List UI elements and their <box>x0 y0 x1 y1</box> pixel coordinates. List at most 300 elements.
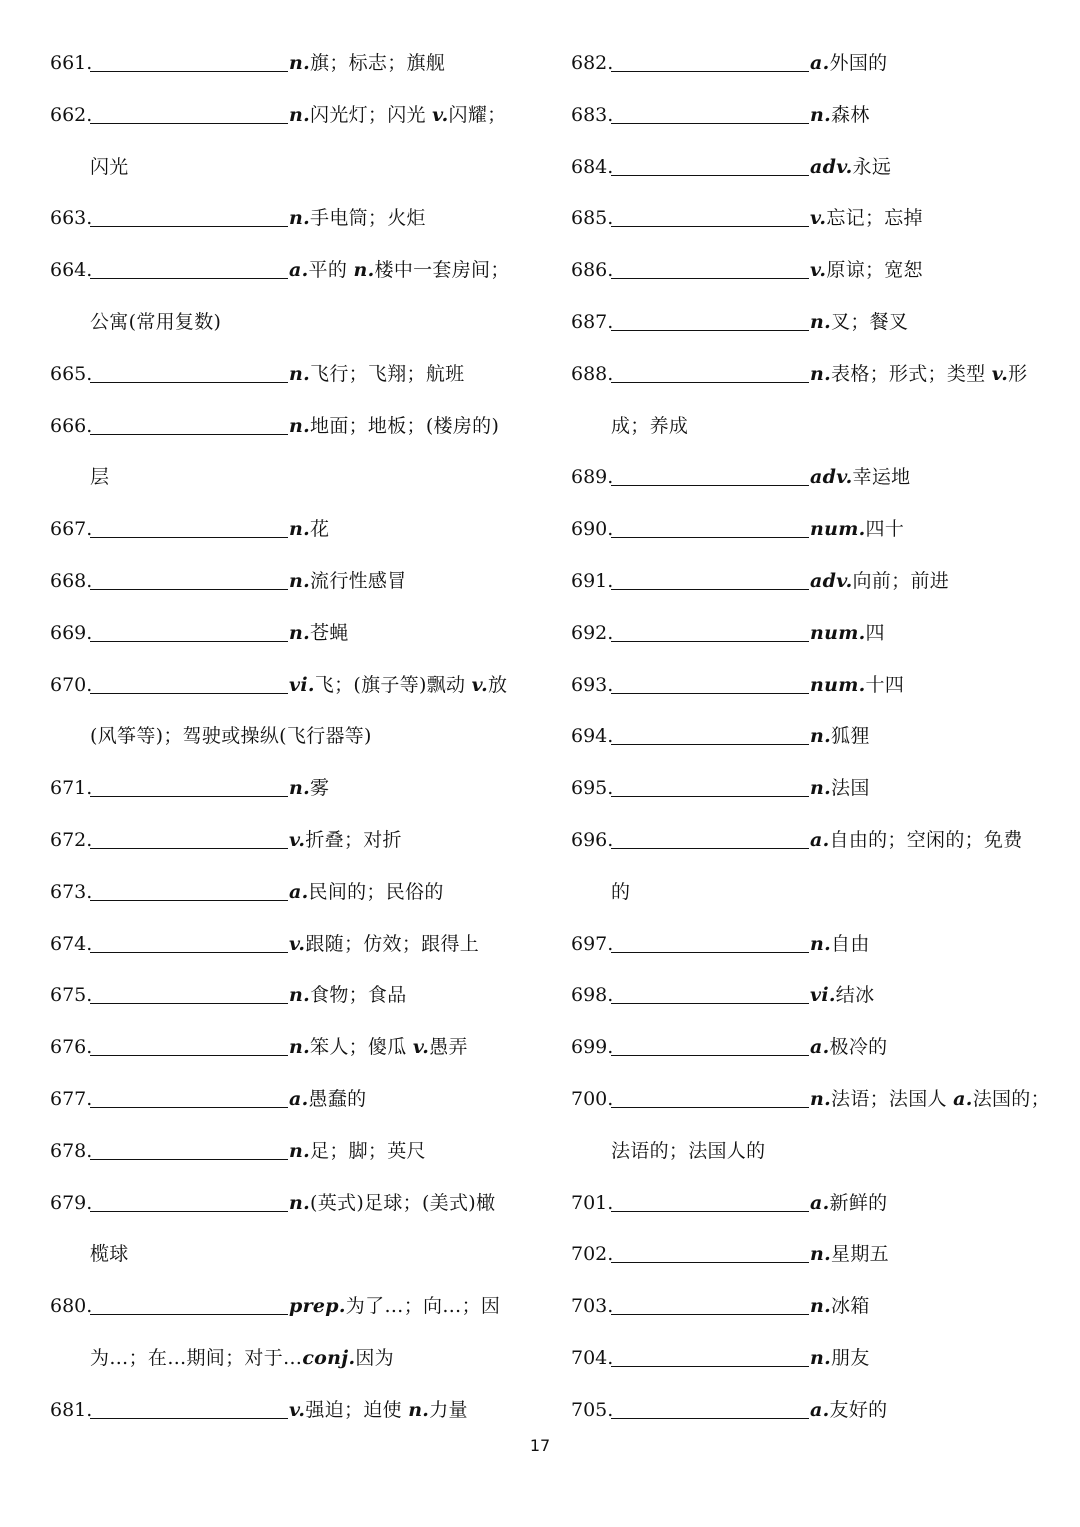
part-of-speech: n. <box>289 621 311 644</box>
right-column <box>571 38 1050 1437</box>
entry-number: 669. <box>50 621 93 644</box>
entry-gloss <box>289 1140 426 1162</box>
part-of-speech: a. <box>810 1036 830 1059</box>
answer-blank[interactable] <box>611 1398 809 1419</box>
definition-text: 友好的 <box>829 1398 888 1421</box>
entry-gloss <box>810 1192 887 1214</box>
entry-gloss <box>810 207 923 229</box>
answer-blank[interactable] <box>90 673 288 694</box>
definition-text: 法语；法国人 <box>831 1087 954 1110</box>
definition-text: 忘记；忘掉 <box>826 207 923 230</box>
answer-blank[interactable] <box>611 1087 809 1108</box>
vocab-entry <box>571 90 1041 142</box>
definition-text: 外国的 <box>829 52 888 74</box>
entry-gloss <box>289 829 402 851</box>
entry-continuation <box>571 1126 1041 1178</box>
definition-text: 流行性感冒 <box>310 569 407 592</box>
part-of-speech: conj. <box>302 1346 356 1369</box>
part-of-speech: a. <box>289 259 309 282</box>
definition-text: 向前；前进 <box>852 569 950 592</box>
entry-number: 689. <box>571 466 614 489</box>
entry-number: 672. <box>50 828 93 851</box>
answer-blank[interactable] <box>611 1294 809 1315</box>
answer-blank[interactable] <box>90 776 288 797</box>
definition-text: 因为 <box>355 1346 394 1369</box>
part-of-speech: v. <box>810 207 827 230</box>
entry-number: 703. <box>571 1295 614 1318</box>
definition-text: 自由 <box>831 932 870 955</box>
answer-blank[interactable] <box>90 1294 288 1315</box>
definition-text: 幸运地 <box>852 466 911 489</box>
entry-gloss <box>810 622 885 644</box>
vocab-entry <box>50 504 520 556</box>
definition-text: 闪光灯；闪光 <box>310 103 433 126</box>
answer-blank[interactable] <box>611 983 809 1004</box>
definition-text: 星期五 <box>831 1243 889 1266</box>
vocab-entry <box>50 1385 520 1437</box>
part-of-speech: n. <box>810 1346 832 1369</box>
vocab-entry <box>571 1022 1041 1074</box>
entry-number: 693. <box>571 673 614 696</box>
entry-number: 700. <box>571 1087 614 1110</box>
definition-text: 朋友 <box>831 1346 870 1369</box>
entry-gloss <box>289 674 507 696</box>
entry-gloss <box>810 311 908 333</box>
definition-text: 楼中一套房间； <box>374 259 510 282</box>
entry-gloss <box>289 207 426 229</box>
definition-text: 新鲜的 <box>829 1191 888 1214</box>
part-of-speech: n. <box>289 1191 311 1214</box>
definition-text: 闪光 <box>90 155 129 178</box>
entry-gloss <box>289 518 329 540</box>
entry-number: 687. <box>571 310 614 333</box>
vocab-entry <box>50 1074 520 1126</box>
entry-gloss <box>289 933 479 955</box>
vocab-entry <box>50 193 520 245</box>
answer-blank[interactable] <box>90 1139 288 1160</box>
entry-gloss <box>810 777 870 799</box>
entry-gloss <box>810 1399 887 1421</box>
part-of-speech: num. <box>810 673 866 696</box>
part-of-speech: v. <box>432 103 449 126</box>
part-of-speech: v. <box>289 932 306 955</box>
definition-text: 放 <box>488 673 508 696</box>
answer-blank[interactable] <box>90 880 288 901</box>
part-of-speech: n. <box>810 362 832 385</box>
definition-text: 足；脚；英尺 <box>310 1139 426 1162</box>
definition-text: (英式)足球；(美式)橄 <box>310 1191 496 1214</box>
part-of-speech: n. <box>810 103 832 126</box>
entry-gloss <box>810 1243 889 1265</box>
definition-text: 雾 <box>310 777 330 800</box>
vocab-entry <box>50 349 520 401</box>
entry-number: 667. <box>50 518 93 541</box>
part-of-speech: n. <box>810 725 832 748</box>
vocab-entry <box>50 970 520 1022</box>
part-of-speech: adv. <box>810 466 853 489</box>
vocab-entry <box>50 1281 520 1333</box>
entry-gloss <box>289 52 445 74</box>
entry-gloss <box>810 933 870 955</box>
part-of-speech: n. <box>408 1398 430 1421</box>
entry-gloss <box>810 466 910 488</box>
definition-text: 公寓(常用复数) <box>90 310 222 333</box>
entry-gloss <box>289 415 499 437</box>
part-of-speech: n. <box>289 52 311 74</box>
answer-blank[interactable] <box>611 1191 809 1212</box>
vocab-entry <box>50 660 520 712</box>
answer-blank[interactable] <box>611 1242 809 1263</box>
vocab-entry <box>571 38 1041 90</box>
entry-continuation <box>50 1333 520 1385</box>
part-of-speech: n. <box>289 777 311 800</box>
vocab-entry <box>571 193 1041 245</box>
definition-text: 狐狸 <box>831 725 870 748</box>
entry-gloss <box>810 829 1023 851</box>
vocab-entry <box>50 763 520 815</box>
part-of-speech: num. <box>810 518 866 541</box>
entry-gloss <box>289 881 444 903</box>
answer-blank[interactable] <box>611 1346 809 1367</box>
definition-text: 平的 <box>308 259 354 282</box>
part-of-speech: n. <box>289 362 311 385</box>
answer-blank[interactable] <box>611 569 809 590</box>
entry-continuation <box>50 711 520 763</box>
vocab-entry <box>571 142 1041 194</box>
answer-blank[interactable] <box>611 103 809 124</box>
entry-continuation <box>571 401 1041 453</box>
part-of-speech: n. <box>289 103 311 126</box>
entry-number: 670. <box>50 673 93 696</box>
answer-blank[interactable] <box>90 258 288 279</box>
answer-blank[interactable] <box>611 621 809 642</box>
definition-text: 手电筒；火炬 <box>310 207 426 230</box>
entry-continuation <box>50 1229 520 1281</box>
entry-gloss <box>810 156 891 178</box>
vocab-entry <box>50 1178 520 1230</box>
entry-number: 691. <box>571 569 614 592</box>
entry-gloss <box>289 1399 468 1421</box>
part-of-speech: prep. <box>289 1295 346 1318</box>
definition-text: 笨人；傻瓜 <box>310 1036 413 1059</box>
definition-text: 飞行；飞翔；航班 <box>310 362 465 385</box>
part-of-speech: v. <box>412 1036 430 1059</box>
part-of-speech: n. <box>353 259 375 282</box>
vocab-entry <box>571 452 1041 504</box>
entry-number: 662. <box>50 103 93 126</box>
definition-text: 十四 <box>865 673 905 696</box>
part-of-speech: v. <box>289 1398 306 1421</box>
vocab-entry <box>571 1229 1041 1281</box>
definition-text: 跟随；仿效；跟得上 <box>305 932 480 955</box>
entry-gloss <box>289 1088 366 1110</box>
entry-number: 678. <box>50 1139 93 1162</box>
entry-number: 680. <box>50 1295 93 1318</box>
vocab-entry <box>50 1022 520 1074</box>
answer-blank[interactable] <box>90 1035 288 1056</box>
answer-blank[interactable] <box>611 362 809 383</box>
entry-number: 692. <box>571 621 614 644</box>
vocab-entry <box>571 1333 1041 1385</box>
definition-text: 四十 <box>865 518 905 541</box>
entry-number: 682. <box>571 52 614 74</box>
part-of-speech: a. <box>289 880 309 903</box>
answer-blank[interactable] <box>90 1087 288 1108</box>
answer-blank[interactable] <box>611 258 809 279</box>
definition-text: 永远 <box>852 155 892 178</box>
entry-gloss <box>810 52 887 74</box>
part-of-speech: n. <box>810 310 832 333</box>
definition-text: 原谅；宽恕 <box>826 259 923 282</box>
part-of-speech: v. <box>471 673 488 696</box>
entry-gloss <box>810 1036 887 1058</box>
definition-text: 法语的；法国人的 <box>611 1139 766 1162</box>
vocab-entry <box>571 919 1041 971</box>
entry-number: 684. <box>571 155 614 178</box>
entry-gloss <box>289 777 329 799</box>
answer-blank[interactable] <box>611 51 809 72</box>
vocab-entry <box>50 919 520 971</box>
part-of-speech: a. <box>810 828 830 851</box>
part-of-speech: adv. <box>810 569 853 592</box>
definition-text: 榄球 <box>90 1243 129 1266</box>
page-number: 17 <box>529 1436 551 1455</box>
part-of-speech: vi. <box>289 673 315 696</box>
answer-blank[interactable] <box>611 673 809 694</box>
answer-blank[interactable] <box>90 362 288 383</box>
vocab-entry <box>571 970 1041 1022</box>
entry-number: 695. <box>571 777 614 800</box>
definition-text: 结冰 <box>835 984 875 1007</box>
answer-blank[interactable] <box>611 776 809 797</box>
answer-blank[interactable] <box>611 465 809 486</box>
entry-gloss <box>289 104 506 126</box>
vocab-entry <box>50 608 520 660</box>
vocab-entry <box>571 504 1041 556</box>
vocab-entry <box>571 297 1041 349</box>
part-of-speech: n. <box>289 1036 311 1059</box>
part-of-speech: n. <box>810 1087 832 1110</box>
entry-gloss <box>810 725 870 747</box>
entry-number: 696. <box>571 828 614 851</box>
definition-text: 力量 <box>429 1398 468 1421</box>
entry-number: 666. <box>50 414 93 437</box>
answer-blank[interactable] <box>611 310 809 331</box>
entry-continuation <box>571 867 1041 919</box>
entry-number: 698. <box>571 984 614 1007</box>
definition-text: 冰箱 <box>831 1295 870 1318</box>
answer-blank[interactable] <box>90 414 288 435</box>
answer-blank[interactable] <box>611 155 809 176</box>
definition-text: 愚蠢的 <box>308 1087 367 1110</box>
answer-blank[interactable] <box>90 828 288 849</box>
entry-number: 675. <box>50 984 93 1007</box>
entry-number: 674. <box>50 932 93 955</box>
entry-number: 668. <box>50 569 93 592</box>
definition-text: 折叠；对折 <box>305 828 402 851</box>
entry-gloss <box>810 518 904 540</box>
vocab-entry <box>571 1281 1041 1333</box>
entry-number: 664. <box>50 259 93 282</box>
vocab-entry <box>50 556 520 608</box>
entry-gloss <box>810 259 923 281</box>
entry-continuation <box>50 452 520 504</box>
part-of-speech: n. <box>289 414 311 437</box>
entry-number: 701. <box>571 1191 614 1214</box>
part-of-speech: v. <box>810 259 827 282</box>
entry-number: 685. <box>571 207 614 230</box>
answer-blank[interactable] <box>611 932 809 953</box>
part-of-speech: v. <box>991 362 1009 385</box>
entry-number: 663. <box>50 207 93 230</box>
entry-gloss <box>289 363 464 385</box>
answer-blank[interactable] <box>611 206 809 227</box>
entry-gloss <box>289 1192 495 1214</box>
definition-text: 闪耀； <box>448 103 507 126</box>
definition-text: 地面；地板；(楼房的) <box>310 414 500 437</box>
definition-text: 强迫；迫使 <box>305 1398 409 1421</box>
part-of-speech: v. <box>289 828 306 851</box>
vocab-entry <box>50 1126 520 1178</box>
entry-gloss <box>810 570 949 592</box>
part-of-speech: a. <box>810 1398 830 1421</box>
definition-text: 苍蝇 <box>310 621 349 644</box>
entry-gloss <box>810 363 1027 385</box>
entry-number: 683. <box>571 103 614 126</box>
answer-blank[interactable] <box>90 1191 288 1212</box>
vocab-entry <box>571 1385 1041 1437</box>
vocab-entry <box>50 867 520 919</box>
answer-blank[interactable] <box>90 983 288 1004</box>
entry-gloss <box>810 104 870 126</box>
vocab-entry <box>571 1178 1041 1230</box>
vocab-entry <box>50 815 520 867</box>
definition-text: 飞；(旗子等)飘动 <box>314 673 472 696</box>
part-of-speech: a. <box>289 1087 309 1110</box>
entry-number: 688. <box>571 362 614 385</box>
definition-text: 旗；标志；旗舰 <box>310 52 446 74</box>
definition-text: (风筝等)；驾驶或操纵(飞行器等) <box>90 725 372 748</box>
vocab-entry <box>571 1074 1050 1126</box>
entry-number: 705. <box>571 1398 614 1421</box>
definition-text: 形 <box>1008 362 1028 385</box>
definition-text: 法国 <box>831 777 870 800</box>
part-of-speech: n. <box>810 777 832 800</box>
entry-gloss <box>289 622 349 644</box>
part-of-speech: n. <box>289 984 311 1007</box>
definition-text: 民间的；民俗的 <box>308 880 444 903</box>
entry-number: 679. <box>50 1191 93 1214</box>
part-of-speech: vi. <box>810 984 836 1007</box>
entry-gloss <box>810 674 904 696</box>
vocab-entry <box>50 401 520 453</box>
definition-text: 愚弄 <box>429 1036 468 1059</box>
part-of-speech: num. <box>810 621 866 644</box>
definition-text: 四 <box>865 621 885 644</box>
definition-text: 层 <box>90 466 110 489</box>
entry-number: 665. <box>50 362 93 385</box>
part-of-speech: n. <box>289 569 311 592</box>
part-of-speech: n. <box>810 932 832 955</box>
definition-text: 成；养成 <box>611 414 689 437</box>
answer-blank[interactable] <box>611 724 809 745</box>
vocab-entry <box>571 815 1041 867</box>
answer-blank[interactable] <box>90 517 288 538</box>
entry-number: 686. <box>571 259 614 282</box>
definition-text: 极冷的 <box>829 1036 888 1059</box>
part-of-speech: n. <box>289 207 311 230</box>
definition-text: 表格；形式；类型 <box>831 362 992 385</box>
answer-blank[interactable] <box>90 621 288 642</box>
entry-gloss <box>289 1036 468 1058</box>
entry-number: 673. <box>50 880 93 903</box>
definition-text: 叉；餐叉 <box>831 310 909 333</box>
answer-blank[interactable] <box>611 1035 809 1056</box>
vocab-entry <box>571 349 1041 401</box>
definition-text: 食物；食品 <box>310 984 407 1007</box>
vocab-entry <box>571 608 1041 660</box>
part-of-speech: n. <box>810 1295 832 1318</box>
entry-number: 671. <box>50 777 93 800</box>
part-of-speech: adv. <box>810 155 853 178</box>
entry-number: 702. <box>571 1243 614 1266</box>
vocab-entry <box>50 38 520 90</box>
entry-number: 697. <box>571 932 614 955</box>
part-of-speech: n. <box>289 518 311 541</box>
left-column <box>50 38 520 1437</box>
answer-blank[interactable] <box>611 828 809 849</box>
answer-blank[interactable] <box>90 103 288 124</box>
answer-blank[interactable] <box>90 51 288 72</box>
entry-number: 690. <box>571 518 614 541</box>
definition-text: 森林 <box>831 103 870 126</box>
part-of-speech: n. <box>289 1139 311 1162</box>
definition-text: 法国的； <box>972 1087 1050 1110</box>
entry-gloss <box>810 1347 870 1369</box>
vocab-entry <box>571 245 1041 297</box>
answer-blank[interactable] <box>611 517 809 538</box>
definition-text: 为…；在…期间；对于… <box>90 1346 303 1369</box>
answer-blank[interactable] <box>90 569 288 590</box>
definition-text: 的 <box>611 880 631 903</box>
part-of-speech: a. <box>810 1191 830 1214</box>
definition-text: 自由的；空闲的；免费 <box>829 828 1023 851</box>
entry-continuation <box>50 142 520 194</box>
vocab-entry <box>50 245 520 297</box>
entry-continuation <box>50 297 520 349</box>
part-of-speech: a. <box>953 1087 973 1110</box>
answer-blank[interactable] <box>90 206 288 227</box>
entry-gloss <box>810 1295 870 1317</box>
part-of-speech: a. <box>810 52 830 74</box>
entry-number: 694. <box>571 725 614 748</box>
entry-gloss <box>810 1088 1050 1110</box>
answer-blank[interactable] <box>90 932 288 953</box>
answer-blank[interactable] <box>90 1398 288 1419</box>
part-of-speech: n. <box>810 1243 832 1266</box>
definition-text: 花 <box>310 518 330 541</box>
vocab-entry <box>571 711 1041 763</box>
definition-text: 为了…；向…；因 <box>345 1295 501 1318</box>
entry-number: 704. <box>571 1346 614 1369</box>
entry-gloss <box>810 984 874 1006</box>
entry-number: 661. <box>50 52 93 74</box>
vocab-entry <box>50 90 520 142</box>
entry-number: 699. <box>571 1036 614 1059</box>
entry-gloss <box>289 570 407 592</box>
entry-gloss <box>289 984 407 1006</box>
vocab-entry <box>571 763 1041 815</box>
